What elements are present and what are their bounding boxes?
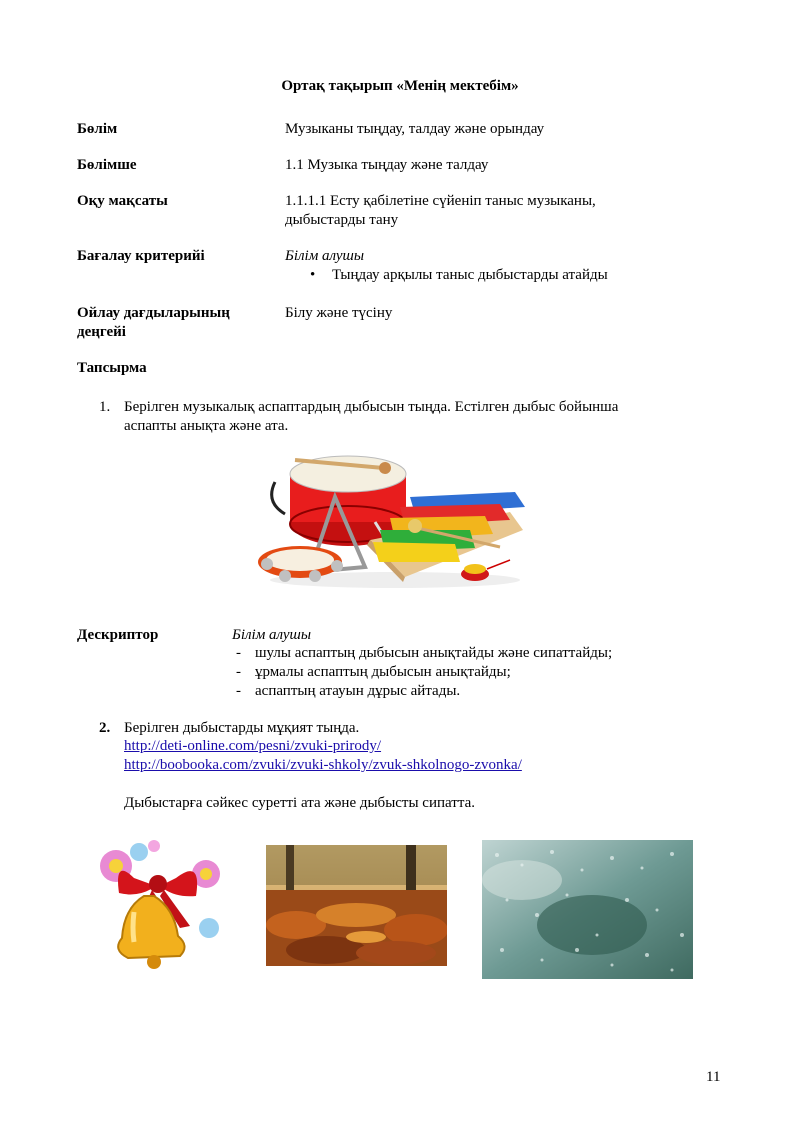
descriptor-intro: Білім алушы	[232, 627, 312, 643]
descriptor-item-text: аспаптың атауын дұрыс айтады.	[255, 683, 461, 699]
row-value-section: Музыканы тыңдау, талдау және орындау	[285, 121, 545, 137]
task1-number: 1.	[99, 399, 111, 415]
row-label-learning-goal: Оқу мақсаты	[77, 193, 168, 209]
page-number: 11	[706, 1069, 721, 1085]
task2-line1: Берілген дыбыстарды мұқият тыңда.	[124, 720, 360, 736]
row-label-section: Бөлім	[77, 121, 118, 137]
dash-icon: -	[236, 645, 241, 661]
dash-icon: -	[236, 664, 241, 680]
row-value-criteria-intro: Білім алушы	[285, 248, 365, 264]
row-value-subsection: 1.1 Музыка тыңдау және талдау	[285, 157, 489, 173]
descriptor-item-text: ұрмалы аспаптың дыбысын анықтайды;	[255, 664, 511, 680]
bell-image	[94, 838, 228, 974]
task-heading: Тапсырма	[77, 360, 147, 376]
page-title: Ортақ тақырып «Менің мектебім»	[281, 78, 519, 94]
descriptor-label: Дескриптор	[77, 627, 159, 643]
row-value-learning-goal-2: дыбыстарды тану	[285, 212, 399, 228]
row-value-criteria-bullet: Тыңдау арқылы таныс дыбыстарды атайды	[332, 267, 608, 283]
bullet-icon: •	[310, 267, 316, 283]
row-label-criteria: Бағалау критерийі	[77, 248, 205, 264]
musical-instruments-image	[255, 452, 530, 592]
task2-number: 2.	[99, 720, 111, 736]
row-label-subsection: Бөлімше	[77, 157, 137, 173]
dash-icon: -	[236, 683, 241, 699]
rain-window-image	[482, 840, 693, 979]
row-label-thinking-level-1: Ойлау дағдыларының	[77, 305, 230, 321]
descriptor-item-text: шулы аспаптың дыбысын анықтайды және сипаттайды;	[255, 645, 613, 661]
sound-link-school-bell[interactable]: http://boobooka.com/zvuki/zvuki-shkoly/zvuk-shkolnogo-zvonka/	[124, 757, 522, 773]
row-value-thinking-level: Білу және түсіну	[285, 305, 393, 321]
sound-link-nature[interactable]: http://deti-online.com/pesni/zvuki-prirody/	[124, 738, 382, 754]
task2-instruction: Дыбыстарға сәйкес суретті ата және дыбысты сипатта.	[124, 795, 475, 811]
task1-line2: аспапты анықта және ата.	[124, 418, 289, 434]
autumn-leaves-image	[266, 845, 447, 966]
row-value-learning-goal-1: 1.1.1.1 Есту қабілетіне сүйеніп таныс музыканы,	[285, 193, 596, 209]
row-label-thinking-level-2: деңгейі	[77, 324, 126, 340]
task1-line1: Берілген музыкалық аспаптардың дыбысын тыңда. Естілген дыбыс бойынша	[124, 399, 619, 415]
